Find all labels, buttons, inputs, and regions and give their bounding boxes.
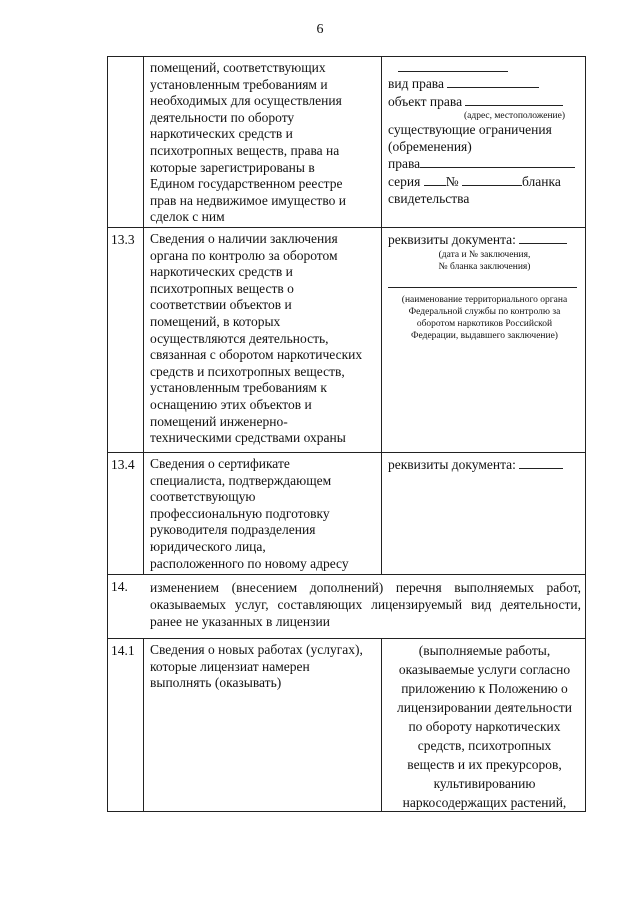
description-line: которые лицензиат намерен (150, 658, 310, 674)
description-line: расположенного по новому адресу (150, 555, 349, 571)
blank-line (424, 173, 446, 186)
value-line: (выполняемые работы, (418, 643, 551, 658)
description-line: Сведения о новых работах (услугах), (150, 642, 363, 657)
description-line: соответствующую (150, 489, 256, 505)
description-line: прав на недвижимое имущество и (150, 192, 346, 208)
description-line: которые зарегистрированы в (150, 159, 315, 175)
field-label: № (445, 173, 459, 189)
description-line: установленным требованиям к (150, 380, 327, 396)
description-line: оснащению этих объектов и (150, 396, 312, 412)
blank-line (420, 155, 575, 168)
field-note: (адрес, местоположение) (463, 111, 565, 122)
blank-line (519, 231, 567, 244)
description-line: соответствии объектов и (150, 297, 292, 313)
description-line: психотропных веществ, права на (150, 142, 340, 158)
blank-line (519, 456, 563, 469)
description-line: психотропных веществ о (150, 280, 294, 296)
description-line: Сведения о сертификате (150, 456, 290, 471)
row-value-cell (382, 639, 585, 811)
description-line: органа по контролю за оборотом (150, 247, 338, 263)
value-line: наркосодержащих растений, (402, 795, 567, 810)
description-line: связанная с оборотом наркотических (150, 347, 363, 363)
field-note: № бланка заключения) (438, 261, 531, 272)
description-line: профессиональную подготовку (150, 505, 330, 521)
row-value-cell (382, 453, 585, 574)
field-label: бланка (521, 173, 561, 189)
blank-line (398, 59, 508, 72)
field-note: Федерации, выдавшего заключение) (411, 330, 558, 341)
row-number: 13.3 (108, 228, 144, 452)
page-number: 6 (316, 22, 324, 37)
field-note: Федеральной службы по контролю за (408, 306, 561, 317)
description-line: помещений, в которых (150, 313, 281, 329)
row-value-cell (382, 57, 585, 227)
description-line: сделок с ним (150, 209, 225, 225)
description-line: осуществляются деятельность, (150, 330, 329, 346)
row-description-cell (144, 639, 382, 811)
table-row-13-4 (107, 453, 586, 575)
value-line: оказываемые услуги согласно (398, 662, 571, 677)
row-number: 13.4 (108, 453, 144, 574)
field-note: (наименование территориального органа (401, 294, 568, 305)
field-label: (обременения) (388, 138, 472, 154)
row-number: 14.1 (108, 639, 144, 811)
row-value-cell (382, 228, 585, 452)
field-label: существующие ограничения (388, 122, 552, 138)
field-label: права (388, 156, 421, 172)
row-number: 14. (111, 579, 128, 594)
blank-line (388, 287, 577, 288)
row-description-cell (144, 453, 382, 574)
description-line: выполнять (оказывать) (150, 675, 282, 691)
row-number-cell (108, 57, 144, 227)
field-label: реквизиты документа: (388, 457, 516, 472)
value-line: культивированию (433, 776, 536, 791)
value-line: средств, психотропных (417, 738, 552, 753)
description-line: наркотических средств и (150, 126, 293, 142)
table-row-property (107, 56, 586, 228)
description-line: Сведения о наличии заключения (150, 231, 338, 246)
field-note: (дата и № заключения, (438, 249, 531, 260)
row-full-text: изменением (внесением дополнений) перечня выполняемых работ, оказываемых услуг, составляющих лицензируемый вид деятельности, ранее не указанных в лицензии (150, 580, 581, 629)
description-line: необходимых для осуществления (150, 93, 342, 109)
description-line: техническими средствами охраны (150, 430, 346, 446)
row-description-cell (144, 228, 382, 452)
description-line: помещений инженерно- (150, 413, 288, 429)
blank-line (447, 75, 539, 88)
description-line: помещений, соответствующих (150, 60, 326, 75)
field-label: объект права (388, 93, 463, 109)
value-line: лицензировании деятельности (397, 700, 572, 715)
description-line: Едином государственном реестре (150, 176, 343, 192)
field-label: свидетельства (388, 190, 470, 206)
field-label: серия (388, 173, 421, 189)
table-row-13-3 (107, 228, 586, 453)
application-table (107, 56, 586, 812)
value-line: веществ и их прекурсоров, (407, 757, 562, 772)
description-line: юридического лица, (150, 538, 266, 554)
description-line: руководителя подразделения (150, 522, 316, 538)
description-line: специалиста, подтверждающем (150, 472, 332, 488)
blank-line (462, 173, 522, 186)
field-label: вид права (388, 76, 444, 91)
row-description-cell (144, 57, 382, 227)
field-label: реквизиты документа: (388, 232, 516, 247)
description-line: деятельности по обороту (150, 109, 295, 125)
blank-line (465, 93, 563, 106)
table-row-14-1 (107, 639, 586, 812)
description-line: установленным требованиям и (150, 76, 328, 92)
value-line: приложению к Положению о (401, 681, 568, 696)
description-line: наркотических средств и (150, 264, 293, 280)
table-row-14 (107, 575, 586, 639)
value-line: по обороту наркотических (408, 719, 561, 734)
description-line: средств и психотропных веществ, (150, 363, 345, 379)
field-note: оборотом наркотиков Российской (416, 318, 553, 329)
